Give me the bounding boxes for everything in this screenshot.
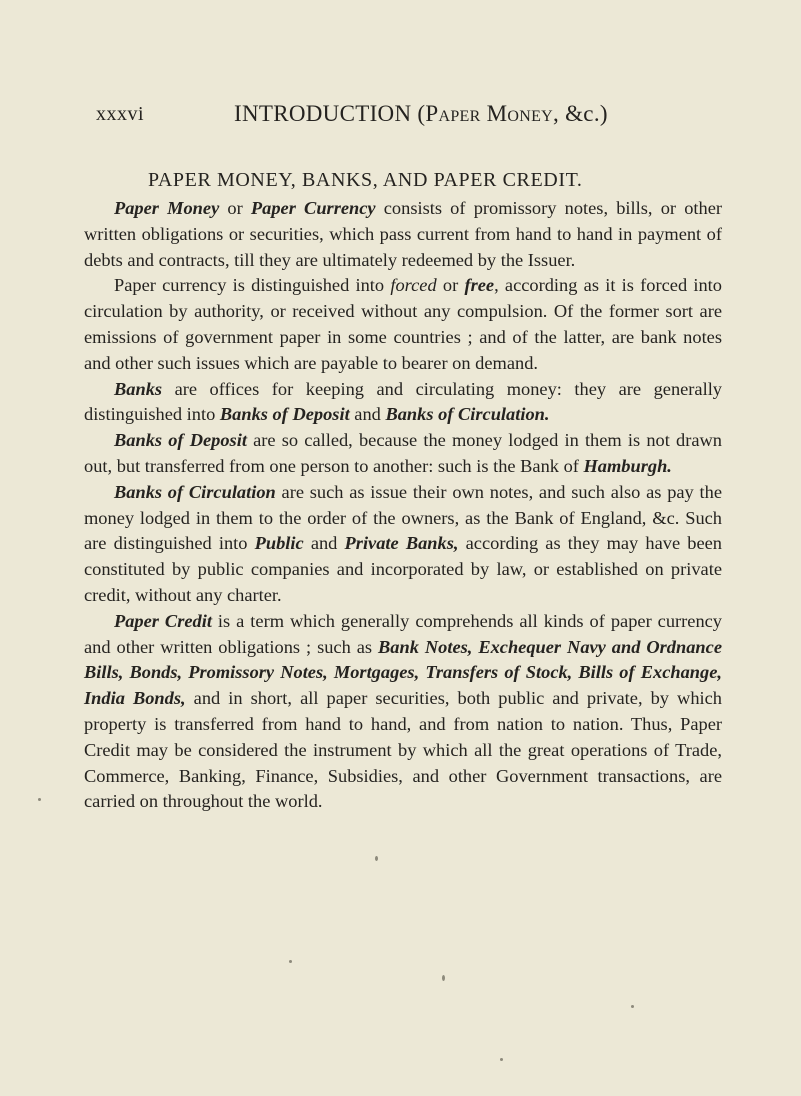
running-head-end: , &c.): [553, 101, 608, 126]
page-number: xxxvi: [96, 103, 145, 125]
paragraph-currency-types: [84, 273, 722, 376]
text: is a term which generally comprehends all kinds of paper currency and other written obligations ; such as: [84, 610, 722, 657]
paper-speck: [289, 960, 292, 963]
text: or: [219, 198, 251, 218]
text: are such as issue their own notes, and such also as pay the money lodged in them to the order of the owners, as the Bank of England, &c. Such are distinguished into: [84, 481, 722, 554]
text: and in short, all paper securities, both public and private, by which property is transferred from hand to hand, and from nation to nation. Thus, Paper Credit may be considered the instrument by which all the great operations of Trade, Commerce, Banking, Finance, Subsidies, and other Government transactions, are carried on throughout the world.: [84, 688, 723, 812]
term: Banks: [114, 378, 163, 399]
term: Hamburgh.: [583, 455, 672, 476]
section-title: PAPER MONEY, BANKS, AND PAPER CREDIT.: [148, 169, 583, 191]
term: Banks of Deposit: [219, 404, 350, 425]
paper-speck: [500, 1058, 503, 1061]
term: free: [464, 275, 495, 296]
text: Paper currency is distinguished into: [114, 275, 391, 296]
paper-speck: [631, 1005, 634, 1008]
text: are offices for keeping and circulating money: they are generally distinguished into: [84, 378, 722, 425]
paragraph-banks-of-circulation: [84, 480, 722, 609]
paper-speck: [442, 975, 445, 981]
term: Paper Currency: [250, 198, 376, 218]
term-list: Bank Notes, Exchequer Navy and Ordnance Bills, Bonds, Promissory Notes, Mortgages, Transfers of Stock, Bills of Exchange, India Bonds,: [84, 636, 722, 709]
running-head-main: INTRODUCTION (: [234, 101, 426, 126]
paragraph-banks-of-deposit: [84, 428, 722, 480]
term: Paper Money: [114, 198, 220, 218]
text: according as they may have been constituted by public companies and incorporated by law, or established on private credit, without any charter.: [84, 533, 723, 605]
term: Paper Credit: [114, 610, 212, 631]
term: forced: [390, 275, 437, 296]
term: Banks of Deposit: [114, 430, 247, 451]
text: , according as it is forced into circulation by authority, or received without any compulsion. Of the former sort are emissions of government paper in some countries ; and of the latter, are bank notes and other such issues which are payable to bearer on demand.: [84, 275, 722, 373]
running-head-small-caps: Paper Money: [425, 101, 554, 126]
text: and: [349, 404, 386, 425]
text: are so called, because the money lodged in them is not drawn out, but transferred from one person to another: such is the Bank of: [84, 430, 722, 476]
term: Banks of Circulation.: [385, 404, 550, 425]
term: Banks of Circulation: [114, 481, 276, 502]
paragraph-banks: [84, 377, 722, 429]
text: and: [303, 533, 345, 554]
body-text: [84, 196, 722, 815]
running-head: [234, 96, 608, 132]
term: Private Banks,: [344, 533, 459, 554]
page-header: [96, 96, 746, 132]
text: consists of promissory notes, bills, or other written obligations or securities, which pass current from hand to hand in payment of debts and contracts, till they are ultimately redeemed by the Issuer.: [84, 198, 722, 270]
paper-speck: [375, 856, 378, 861]
text: or: [436, 275, 465, 296]
paragraph-paper-money: [84, 196, 722, 273]
paragraph-paper-credit: [84, 609, 722, 815]
term: Public: [254, 533, 304, 554]
paper-speck: [38, 798, 41, 801]
